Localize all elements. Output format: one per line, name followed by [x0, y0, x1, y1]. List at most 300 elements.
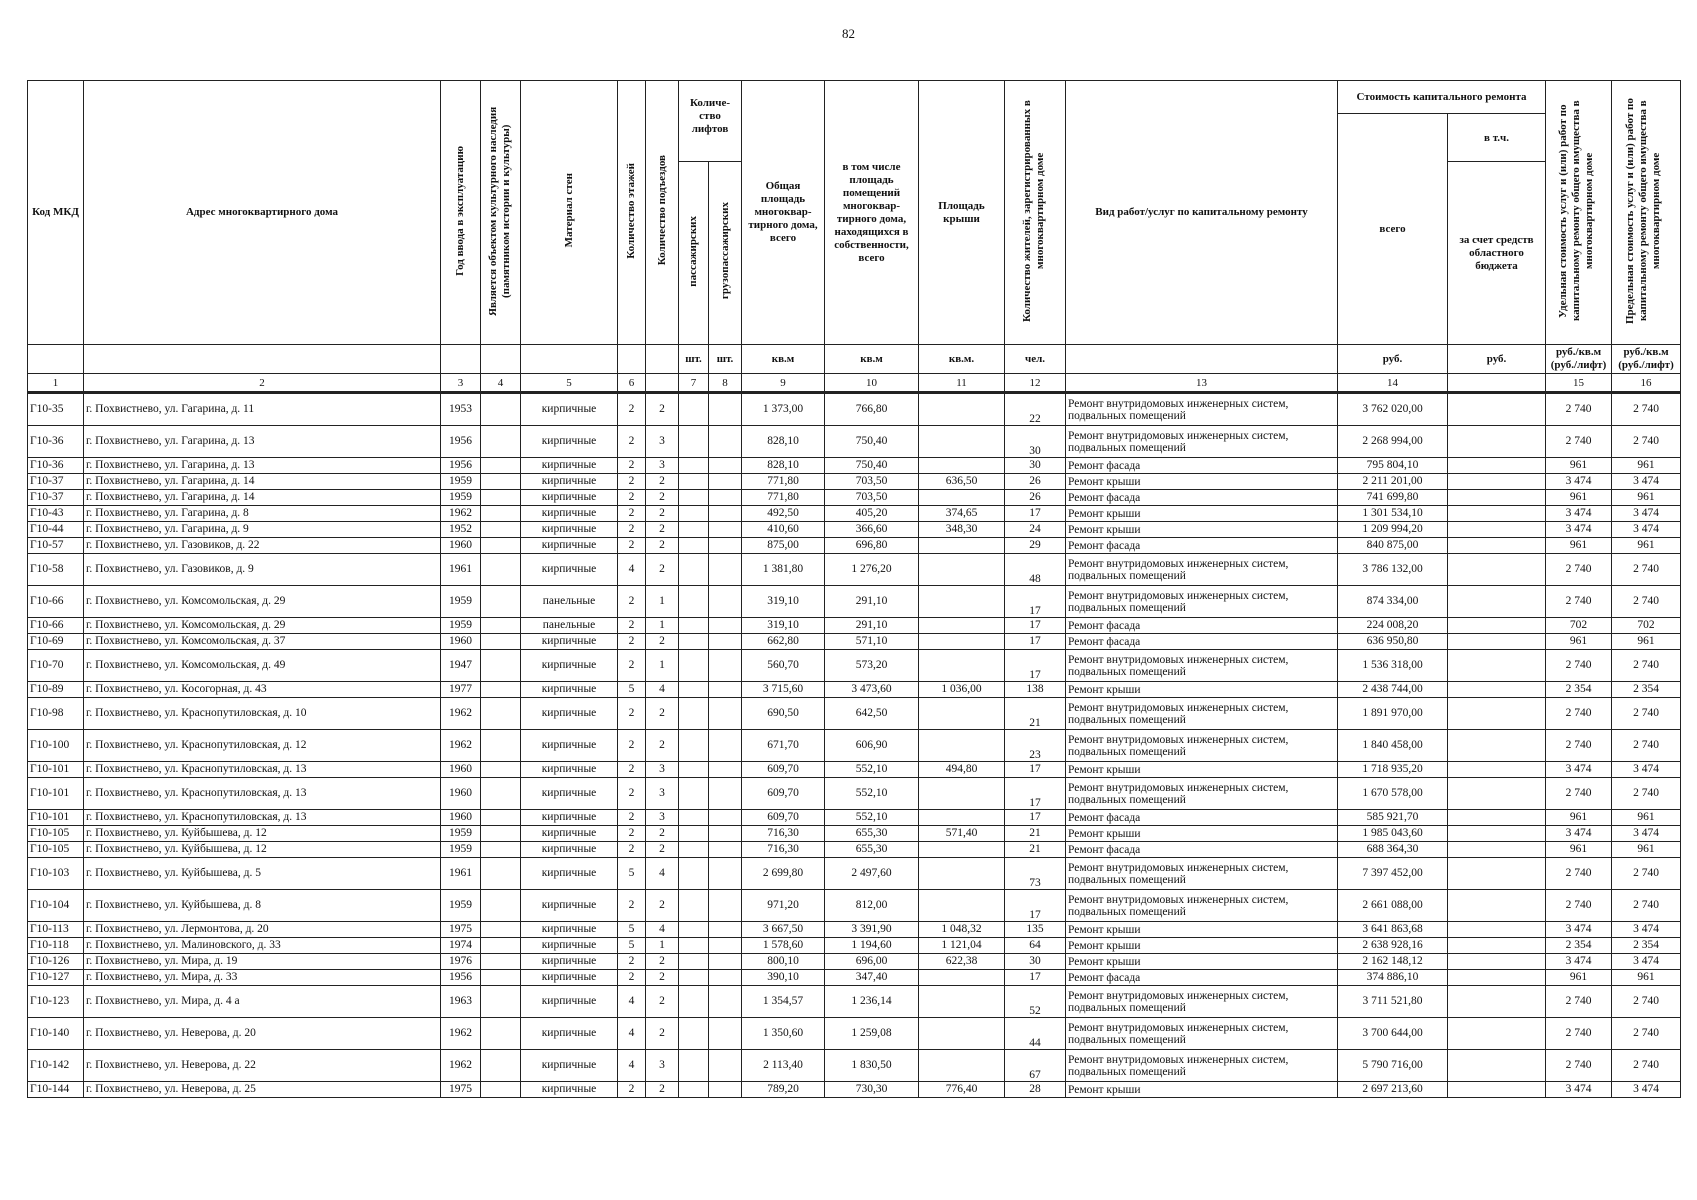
lifts-pass-cell	[679, 922, 709, 938]
column-number: 14	[1338, 374, 1448, 393]
unit-cost-cell: 2 740	[1546, 393, 1612, 426]
heritage-cell	[481, 634, 521, 650]
residents-cell: 17	[1005, 650, 1066, 682]
total-area-cell: 1 381,80	[742, 554, 825, 586]
address-cell: г. Похвистнево, ул. Мира, д. 33	[84, 970, 441, 986]
kod-cell: Г10-118	[28, 938, 84, 954]
unit-cost-regional: руб.	[1448, 345, 1546, 374]
work-type-cell: Ремонт крыши	[1066, 922, 1338, 938]
material-cell: кирпичные	[521, 1050, 618, 1082]
lifts-cargo-cell	[709, 1082, 742, 1098]
address-cell: г. Похвистнево, ул. Гагарина, д. 14	[84, 474, 441, 490]
lifts-pass-cell	[679, 810, 709, 826]
unit-cost-cell: 2 740	[1546, 730, 1612, 762]
lifts-pass-cell	[679, 522, 709, 538]
material-cell: кирпичные	[521, 730, 618, 762]
work-type-cell: Ремонт внутридомовых инженерных систем, подвальных помещений	[1066, 698, 1338, 730]
residents-cell: 138	[1005, 682, 1066, 698]
table-row	[28, 922, 1681, 938]
total-area-cell: 3 715,60	[742, 682, 825, 698]
heritage-cell	[481, 986, 521, 1018]
year-cell: 1963	[441, 986, 481, 1018]
work-type-cell: Ремонт крыши	[1066, 682, 1338, 698]
roof-area-cell	[919, 650, 1005, 682]
roof-area-cell: 1 048,32	[919, 922, 1005, 938]
header-lifts-cargo: грузопассажирских	[709, 162, 742, 345]
header-cost: Стоимость капитального ремонта	[1338, 81, 1546, 114]
kod-cell: Г10-101	[28, 762, 84, 778]
lifts-cargo-cell	[709, 1050, 742, 1082]
table-row	[28, 506, 1681, 522]
unit-cost-cell: 702	[1546, 618, 1612, 634]
heritage-cell	[481, 393, 521, 426]
material-cell: кирпичные	[521, 986, 618, 1018]
work-type-cell: Ремонт крыши	[1066, 474, 1338, 490]
max-cost-cell: 2 740	[1612, 890, 1681, 922]
residents-cell: 17	[1005, 586, 1066, 618]
heritage-cell	[481, 506, 521, 522]
lifts-pass-cell	[679, 586, 709, 618]
header-residents: Количество жителей, зарегистрированных в многоквартирном доме	[1005, 81, 1066, 345]
lifts-pass-cell	[679, 842, 709, 858]
material-cell: кирпичные	[521, 810, 618, 826]
column-number: 7	[679, 374, 709, 393]
table-row	[28, 634, 1681, 650]
heritage-cell	[481, 778, 521, 810]
unit-cost-cell: 2 740	[1546, 890, 1612, 922]
heritage-cell	[481, 1082, 521, 1098]
work-type-cell: Ремонт фасада	[1066, 618, 1338, 634]
material-cell: кирпичные	[521, 1082, 618, 1098]
max-cost-cell: 2 354	[1612, 682, 1681, 698]
table-row	[28, 826, 1681, 842]
material-cell: кирпичные	[521, 538, 618, 554]
max-cost-cell: 2 740	[1612, 650, 1681, 682]
header-max-cost: Предельная стоимость услуг и (или) работ по капитальному ремонту общего имущества в многоквартирном доме	[1612, 81, 1681, 345]
lifts-cargo-cell	[709, 506, 742, 522]
header-heritage: Является объектом культурного наследия (памятником истории и культуры)	[481, 81, 521, 345]
work-type-cell: Ремонт фасада	[1066, 970, 1338, 986]
address-cell: г. Похвистнево, ул. Мира, д. 19	[84, 954, 441, 970]
cost-regional-cell	[1448, 634, 1546, 650]
table-row	[28, 426, 1681, 458]
year-cell: 1962	[441, 698, 481, 730]
header-year: Год ввода в эксплуатацию	[441, 81, 481, 345]
cost-total-cell: 688 364,30	[1338, 842, 1448, 858]
lifts-cargo-cell	[709, 842, 742, 858]
year-cell: 1959	[441, 586, 481, 618]
roof-area-cell	[919, 586, 1005, 618]
cost-total-cell: 840 875,00	[1338, 538, 1448, 554]
entrances-cell: 2	[646, 698, 679, 730]
work-type-cell: Ремонт фасада	[1066, 538, 1338, 554]
work-type-cell: Ремонт крыши	[1066, 938, 1338, 954]
year-cell: 1962	[441, 1050, 481, 1082]
cost-regional-cell	[1448, 922, 1546, 938]
cost-total-cell: 1 209 994,20	[1338, 522, 1448, 538]
entrances-cell: 2	[646, 538, 679, 554]
lifts-pass-cell	[679, 698, 709, 730]
roof-area-cell	[919, 1018, 1005, 1050]
header-cost-regional: за счет средств областного бюджета	[1448, 162, 1546, 345]
year-cell: 1959	[441, 826, 481, 842]
lifts-pass-cell	[679, 554, 709, 586]
entrances-cell: 2	[646, 634, 679, 650]
floors-cell: 4	[618, 554, 646, 586]
floors-cell: 5	[618, 682, 646, 698]
material-cell: кирпичные	[521, 650, 618, 682]
address-cell: г. Похвистнево, ул. Куйбышева, д. 12	[84, 842, 441, 858]
table-row	[28, 586, 1681, 618]
max-cost-cell: 2 740	[1612, 986, 1681, 1018]
work-type-cell: Ремонт внутридомовых инженерных систем, подвальных помещений	[1066, 1018, 1338, 1050]
cost-total-cell: 3 641 863,68	[1338, 922, 1448, 938]
roof-area-cell	[919, 554, 1005, 586]
year-cell: 1977	[441, 682, 481, 698]
header-work-type: Вид работ/услуг по капитальному ремонту	[1066, 81, 1338, 345]
owned-area-cell: 552,10	[825, 778, 919, 810]
roof-area-cell	[919, 1050, 1005, 1082]
kod-cell: Г10-66	[28, 618, 84, 634]
max-cost-cell: 2 740	[1612, 1050, 1681, 1082]
address-cell: г. Похвистнево, ул. Гагарина, д. 14	[84, 490, 441, 506]
cost-regional-cell	[1448, 650, 1546, 682]
header-kod: Код МКД	[28, 81, 84, 345]
header-owned-area: в том числе площадь помещений многоквар-тирного дома, находящихся в собственности, всего	[825, 81, 919, 345]
year-cell: 1959	[441, 842, 481, 858]
unit-cost-cell: 961	[1546, 634, 1612, 650]
max-cost-cell: 961	[1612, 538, 1681, 554]
column-number: 6	[618, 374, 646, 393]
material-cell: кирпичные	[521, 954, 618, 970]
max-cost-cell: 2 740	[1612, 426, 1681, 458]
lifts-cargo-cell	[709, 938, 742, 954]
entrances-cell: 2	[646, 522, 679, 538]
roof-area-cell: 571,40	[919, 826, 1005, 842]
heritage-cell	[481, 890, 521, 922]
table-row	[28, 682, 1681, 698]
year-cell: 1956	[441, 458, 481, 474]
floors-cell: 2	[618, 730, 646, 762]
work-type-cell: Ремонт крыши	[1066, 826, 1338, 842]
owned-area-cell: 1 236,14	[825, 986, 919, 1018]
cost-total-cell: 636 950,80	[1338, 634, 1448, 650]
kod-cell: Г10-37	[28, 474, 84, 490]
table-row	[28, 778, 1681, 810]
kod-cell: Г10-36	[28, 458, 84, 474]
floors-cell: 2	[618, 634, 646, 650]
max-cost-cell: 961	[1612, 970, 1681, 986]
cost-total-cell: 1 840 458,00	[1338, 730, 1448, 762]
max-cost-cell: 961	[1612, 634, 1681, 650]
floors-cell: 4	[618, 1050, 646, 1082]
roof-area-cell	[919, 698, 1005, 730]
address-cell: г. Похвистнево, ул. Неверова, д. 20	[84, 1018, 441, 1050]
table-row	[28, 1018, 1681, 1050]
entrances-cell: 2	[646, 1082, 679, 1098]
cost-regional-cell	[1448, 506, 1546, 522]
owned-area-cell: 291,10	[825, 586, 919, 618]
cost-total-cell: 1 985 043,60	[1338, 826, 1448, 842]
unit-total-area: кв.м	[742, 345, 825, 374]
total-area-cell: 319,10	[742, 618, 825, 634]
lifts-pass-cell	[679, 474, 709, 490]
work-type-cell: Ремонт внутридомовых инженерных систем, подвальных помещений	[1066, 890, 1338, 922]
kod-cell: Г10-126	[28, 954, 84, 970]
max-cost-cell: 3 474	[1612, 506, 1681, 522]
address-cell: г. Похвистнево, ул. Куйбышева, д. 5	[84, 858, 441, 890]
lifts-pass-cell	[679, 938, 709, 954]
owned-area-cell: 766,80	[825, 393, 919, 426]
header-address: Адрес многоквартирного дома	[84, 81, 441, 345]
entrances-cell: 3	[646, 1050, 679, 1082]
cost-regional-cell	[1448, 586, 1546, 618]
owned-area-cell: 552,10	[825, 810, 919, 826]
year-cell: 1953	[441, 393, 481, 426]
material-cell: кирпичные	[521, 682, 618, 698]
kod-cell: Г10-101	[28, 810, 84, 826]
material-cell: кирпичные	[521, 634, 618, 650]
floors-cell: 2	[618, 890, 646, 922]
cost-total-cell: 2 268 994,00	[1338, 426, 1448, 458]
address-cell: г. Похвистнево, ул. Газовиков, д. 22	[84, 538, 441, 554]
max-cost-cell: 3 474	[1612, 522, 1681, 538]
roof-area-cell	[919, 858, 1005, 890]
lifts-pass-cell	[679, 1082, 709, 1098]
unit-cost-cell: 2 740	[1546, 650, 1612, 682]
floors-cell: 2	[618, 698, 646, 730]
cost-regional-cell	[1448, 858, 1546, 890]
cost-regional-cell	[1448, 762, 1546, 778]
table-row	[28, 938, 1681, 954]
column-number: 2	[84, 374, 441, 393]
table-row	[28, 490, 1681, 506]
year-cell: 1962	[441, 1018, 481, 1050]
total-area-cell: 609,70	[742, 778, 825, 810]
max-cost-cell: 961	[1612, 458, 1681, 474]
heritage-cell	[481, 810, 521, 826]
kod-cell: Г10-66	[28, 586, 84, 618]
roof-area-cell	[919, 393, 1005, 426]
address-cell: г. Похвистнево, ул. Комсомольская, д. 29	[84, 618, 441, 634]
cost-total-cell: 1 718 935,20	[1338, 762, 1448, 778]
cost-total-cell: 3 711 521,80	[1338, 986, 1448, 1018]
table-row	[28, 1050, 1681, 1082]
owned-area-cell: 1 276,20	[825, 554, 919, 586]
heritage-cell	[481, 826, 521, 842]
residents-cell: 73	[1005, 858, 1066, 890]
column-number: 4	[481, 374, 521, 393]
roof-area-cell	[919, 730, 1005, 762]
cost-total-cell: 7 397 452,00	[1338, 858, 1448, 890]
unit-cost-cell: 961	[1546, 538, 1612, 554]
unit-lifts-pass: шт.	[679, 345, 709, 374]
heritage-cell	[481, 698, 521, 730]
residents-cell: 44	[1005, 1018, 1066, 1050]
table-row	[28, 698, 1681, 730]
material-cell: панельные	[521, 618, 618, 634]
floors-cell: 2	[618, 762, 646, 778]
work-type-cell: Ремонт фасада	[1066, 458, 1338, 474]
owned-area-cell: 573,20	[825, 650, 919, 682]
lifts-cargo-cell	[709, 762, 742, 778]
table-row	[28, 730, 1681, 762]
heritage-cell	[481, 586, 521, 618]
unit-cost-cell: 961	[1546, 842, 1612, 858]
address-cell: г. Похвистнево, ул. Косогорная, д. 43	[84, 682, 441, 698]
unit-residents: чел.	[1005, 345, 1066, 374]
table-row	[28, 538, 1681, 554]
kod-cell: Г10-100	[28, 730, 84, 762]
floors-cell: 2	[618, 970, 646, 986]
lifts-pass-cell	[679, 1050, 709, 1082]
lifts-cargo-cell	[709, 826, 742, 842]
column-numbers-row	[28, 374, 1681, 393]
year-cell: 1961	[441, 554, 481, 586]
cost-total-cell: 1 536 318,00	[1338, 650, 1448, 682]
cost-regional-cell	[1448, 393, 1546, 426]
year-cell: 1956	[441, 970, 481, 986]
owned-area-cell: 696,00	[825, 954, 919, 970]
unit-cost-cell: 3 474	[1546, 522, 1612, 538]
roof-area-cell	[919, 538, 1005, 554]
roof-area-cell	[919, 986, 1005, 1018]
work-type-cell: Ремонт внутридомовых инженерных систем, подвальных помещений	[1066, 986, 1338, 1018]
total-area-cell: 1 578,60	[742, 938, 825, 954]
kod-cell: Г10-70	[28, 650, 84, 682]
roof-area-cell	[919, 890, 1005, 922]
cost-regional-cell	[1448, 1050, 1546, 1082]
material-cell: кирпичные	[521, 698, 618, 730]
cost-regional-cell	[1448, 1018, 1546, 1050]
address-cell: г. Похвистнево, ул. Гагарина, д. 9	[84, 522, 441, 538]
total-area-cell: 390,10	[742, 970, 825, 986]
owned-area-cell: 291,10	[825, 618, 919, 634]
floors-cell: 2	[618, 393, 646, 426]
lifts-pass-cell	[679, 458, 709, 474]
total-area-cell: 319,10	[742, 586, 825, 618]
lifts-cargo-cell	[709, 986, 742, 1018]
max-cost-cell: 961	[1612, 490, 1681, 506]
heritage-cell	[481, 842, 521, 858]
work-type-cell: Ремонт внутридомовых инженерных систем, подвальных помещений	[1066, 778, 1338, 810]
lifts-pass-cell	[679, 634, 709, 650]
work-type-cell: Ремонт крыши	[1066, 506, 1338, 522]
cost-regional-cell	[1448, 842, 1546, 858]
header-roof-area: Площадь крыши	[919, 81, 1005, 345]
material-cell: кирпичные	[521, 762, 618, 778]
year-cell: 1975	[441, 922, 481, 938]
floors-cell: 5	[618, 922, 646, 938]
unit-cost-cell: 2 740	[1546, 426, 1612, 458]
kod-cell: Г10-140	[28, 1018, 84, 1050]
header-cost-incl: в т.ч.	[1448, 114, 1546, 162]
cost-regional-cell	[1448, 778, 1546, 810]
column-number: 8	[709, 374, 742, 393]
floors-cell: 4	[618, 986, 646, 1018]
residents-cell: 23	[1005, 730, 1066, 762]
residents-cell: 26	[1005, 490, 1066, 506]
heritage-cell	[481, 682, 521, 698]
material-cell: кирпичные	[521, 858, 618, 890]
kod-cell: Г10-37	[28, 490, 84, 506]
residents-cell: 17	[1005, 970, 1066, 986]
column-number: 13	[1066, 374, 1338, 393]
max-cost-cell: 961	[1612, 810, 1681, 826]
total-area-cell: 771,80	[742, 474, 825, 490]
floors-cell: 2	[618, 490, 646, 506]
total-area-cell: 410,60	[742, 522, 825, 538]
address-cell: г. Похвистнево, ул. Комсомольская, д. 37	[84, 634, 441, 650]
cost-regional-cell	[1448, 954, 1546, 970]
work-type-cell: Ремонт фасада	[1066, 634, 1338, 650]
work-type-cell: Ремонт фасада	[1066, 490, 1338, 506]
address-cell: г. Похвистнево, ул. Неверова, д. 22	[84, 1050, 441, 1082]
cost-total-cell: 2 438 744,00	[1338, 682, 1448, 698]
kod-cell: Г10-44	[28, 522, 84, 538]
material-cell: кирпичные	[521, 490, 618, 506]
entrances-cell: 1	[646, 586, 679, 618]
total-area-cell: 2 699,80	[742, 858, 825, 890]
entrances-cell: 2	[646, 970, 679, 986]
unit-cost-cell: 961	[1546, 458, 1612, 474]
header-total-area: Общая площадь многоквар-тирного дома, всего	[742, 81, 825, 345]
year-cell: 1976	[441, 954, 481, 970]
kod-cell: Г10-105	[28, 826, 84, 842]
unit-cost-cell: 2 740	[1546, 1050, 1612, 1082]
header-unit-cost: Удельная стоимость услуг и (или) работ по капитальному ремонту общего имущества в многоквартирном доме	[1546, 81, 1612, 345]
units-row	[28, 345, 1681, 374]
address-cell: г. Похвистнево, ул. Лермонтова, д. 20	[84, 922, 441, 938]
kod-cell: Г10-58	[28, 554, 84, 586]
work-type-cell: Ремонт крыши	[1066, 954, 1338, 970]
lifts-pass-cell	[679, 778, 709, 810]
work-type-cell: Ремонт внутридомовых инженерных систем, подвальных помещений	[1066, 393, 1338, 426]
lifts-cargo-cell	[709, 810, 742, 826]
work-type-cell: Ремонт внутридомовых инженерных систем, подвальных помещений	[1066, 650, 1338, 682]
cost-total-cell: 224 008,20	[1338, 618, 1448, 634]
roof-area-cell	[919, 842, 1005, 858]
cost-total-cell: 2 211 201,00	[1338, 474, 1448, 490]
total-area-cell: 662,80	[742, 634, 825, 650]
cost-regional-cell	[1448, 554, 1546, 586]
heritage-cell	[481, 970, 521, 986]
heritage-cell	[481, 522, 521, 538]
address-cell: г. Похвистнево, ул. Малиновского, д. 33	[84, 938, 441, 954]
floors-cell: 2	[618, 650, 646, 682]
floors-cell: 2	[618, 474, 646, 490]
heritage-cell	[481, 730, 521, 762]
unit-cost-cell: 961	[1546, 970, 1612, 986]
total-area-cell: 1 373,00	[742, 393, 825, 426]
cost-total-cell: 1 670 578,00	[1338, 778, 1448, 810]
entrances-cell: 4	[646, 858, 679, 890]
cost-regional-cell	[1448, 698, 1546, 730]
lifts-pass-cell	[679, 538, 709, 554]
address-cell: г. Похвистнево, ул. Краснопутиловская, д. 13	[84, 762, 441, 778]
cost-total-cell: 1 891 970,00	[1338, 698, 1448, 730]
kod-cell: Г10-105	[28, 842, 84, 858]
residents-cell: 17	[1005, 506, 1066, 522]
residents-cell: 30	[1005, 954, 1066, 970]
lifts-pass-cell	[679, 1018, 709, 1050]
year-cell: 1960	[441, 810, 481, 826]
material-cell: кирпичные	[521, 1018, 618, 1050]
entrances-cell: 2	[646, 890, 679, 922]
entrances-cell: 2	[646, 1018, 679, 1050]
lifts-pass-cell	[679, 730, 709, 762]
entrances-cell: 1	[646, 938, 679, 954]
